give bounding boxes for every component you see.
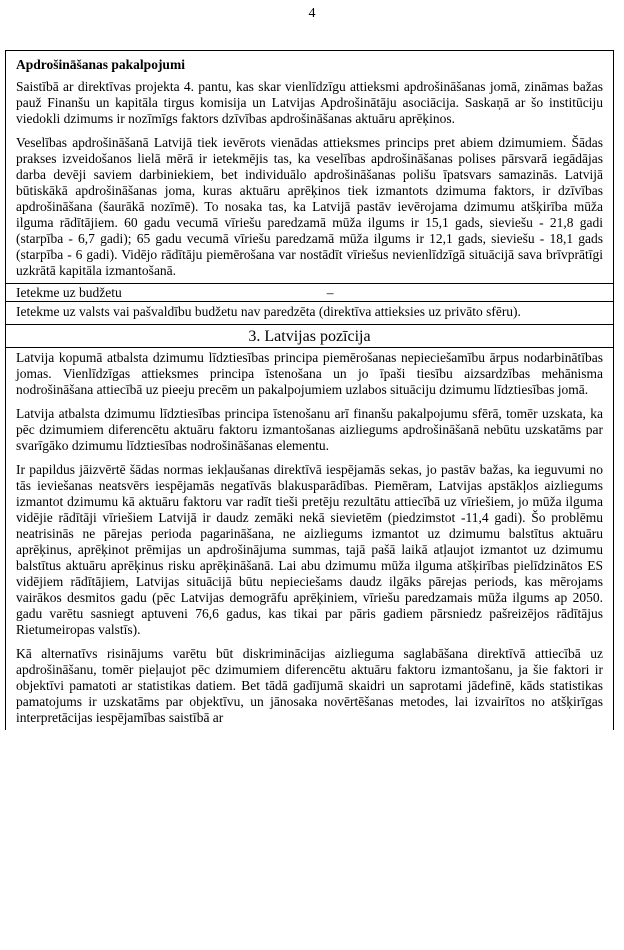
budget-label-cell [6, 284, 613, 301]
budget-label-row [6, 284, 613, 302]
insurance-paragraph-1: Saistībā ar direktīvas projekta 4. pantu, kas skar vienlīdzīgu attieksmi apdrošināšanas jomā, zināmas bažas pauž Finanšu un kapitāla tirgus komisija un Latvijas Apdrošinātāju asociācija. Saskaņā ar šo institūciju viedokli dzimums ir nozīmīgs faktors dzīvības apdrošināšanas aktuāru aprēķinos. [16, 79, 603, 126]
latvia-position-row [6, 348, 613, 730]
position-paragraph-3: Ir papildus jāizvērtē šādas normas iekļaušanas direktīvā iespējamās sekas, jo pastāv bažas, ka ieguvumi no tās ieviešanas neatsvērs iespējamās negatīvās blakusparādības. Piemēram, Latvijas apstākļos aizliegums izmantot dzimumu kā aktuāru faktoru var radīt tieši pretēju rezultātu attiecībā uz vīriešiem, jo mūža ilguma vidējie rādītāji vīriešiem Latvijā ir daudz zemāki nekā sievietēm (piedzimstot -11,4 gadi). Šo problēmu neatrisinās ne pārejas perioda pagarināšana, ne aizliegums izmantot uz dzimumu balstītus aktuāru aprēķinus, aprēķinot prēmijas un apdrošinājuma summas, tajā pašā laikā atļaujot izmantot uz dzimumu balstītus aktuāru aprēķinus risku aprēķināšanā. Lai abu dzimumu mūža ilguma atšķirības pielīdzinātos ES vidējiem rādītājiem, Latvijas situācijā būtu nepieciešams daudz ilgāks pārejas periods, kas mērojams vairākos desmitos gadu (pēc Latvijas demogrāfu aprēķiniem, vīriešu paredzamais mūža ilgums ap 2050. gadu varētu sasniegt aptuveni 76,6 gadus, kas tikai par pāris gadiem pārsniedz pašreizējos rādītājus Rietumeiropas valstīs). [16, 462, 603, 637]
insurance-services-heading: Apdrošināšanas pakalpojumi [16, 57, 185, 72]
position-paragraph-4: Kā alternatīvs risinājums varētu būt diskriminācijas aizlieguma saglabāšana direktīvā attiecībā uz apdrošināšanu, tomēr pieļaujot pēc dzimumiem diferencētu aktuāru faktoru izmantošanu, ja šie faktori ir objektīvi pamatoti ar statistikas datiem. Bet tādā gadījumā skaidri un saprotami jādefinē, kāds statistikas pamatojums ir uzskatāms par objektīvu, un jānosaka novērtēšanas metodes, lai izvairītos no atšķirīgas interpretācijas iespējamības saistībā ar [16, 646, 603, 725]
budget-label: Ietekme uz budžetu [16, 285, 122, 300]
document-table [5, 50, 614, 730]
latvia-position-heading: 3. Latvijas pozīcija [248, 328, 371, 345]
page-number: 4 [308, 6, 316, 21]
insurance-services-cell [6, 51, 613, 283]
budget-dash: – [326, 285, 334, 300]
insurance-services-row [6, 51, 613, 284]
budget-text: Ietekme uz valsts vai pašvaldību budžetu nav paredzēta (direktīva attieksies uz privāto sfēru). [16, 304, 521, 319]
position-paragraph-1: Latvija kopumā atbalsta dzimumu līdztiesības principa piemērošanas nepieciešamību ārpus nodarbinātības jomas. Vienlīdzīgas attieksmes principa īstenošana un jo īpaši tiesību aizsardzības mehānisma nodrošināšana attiecībā uz pieeju precēm un pakalpojumiem uzlabos situāciju dzimumu līdztiesības jomā. [16, 350, 603, 397]
position-paragraph-2: Latvija atbalsta dzimumu līdztiesības principa īstenošanu arī finanšu pakalpojumu sfērā, tomēr uzskata, ka pēc dzimumiem diferencētu aktuāru faktoru izmantošanas aizliegums apdrošināšanā nebūtu uzskatāms par svarīgāko dzimumu līdztiesības nodrošināšanas elementu. [16, 406, 603, 453]
latvia-position-heading-row [6, 325, 613, 348]
budget-text-cell [6, 302, 613, 324]
insurance-paragraph-2: Veselības apdrošināšanā Latvijā tiek ievērots vienādas attieksmes princips pret abiem dzimumiem. Šādas prakses izveidošanos lielā mērā ir ietekmējis tas, ka veselības apdrošināšanas polises pārsvarā iegādājas darba devēji saviem darbiniekiem, bet individuālo apdrošināšanas polišu īpatsvars samazinās. Latvijā būtiskākā apdrošināšanas joma, kuras aktuāru aprēķinos tiek izmantots dzimuma faktors, ir dzīvības apdrošināšana (šaurākā nozīmē). To nosaka tas, ka Latvijā pastāv ievērojama dzimumu atšķirība mūža ilguma rādītājiem. 60 gadu vecumā vīriešu paredzamā mūža ilgums ir 15,1 gads, sieviešu - 21,8 gadi (starpība - 6,7 gadi); 65 gadu vecumā vīriešu paredzamā mūža ilgums ir 12,1 gads, sieviešu - 18,1 gads (starpība - 6 gadi). Vidējo rādītāju piemērošana var nostādīt vīriešus nevienlīdzīgā situācijā sava brīvprātīgi uzkrātā kapitāla izmantošanā. [16, 135, 603, 278]
latvia-position-cell [6, 348, 613, 730]
budget-text-row [6, 302, 613, 325]
